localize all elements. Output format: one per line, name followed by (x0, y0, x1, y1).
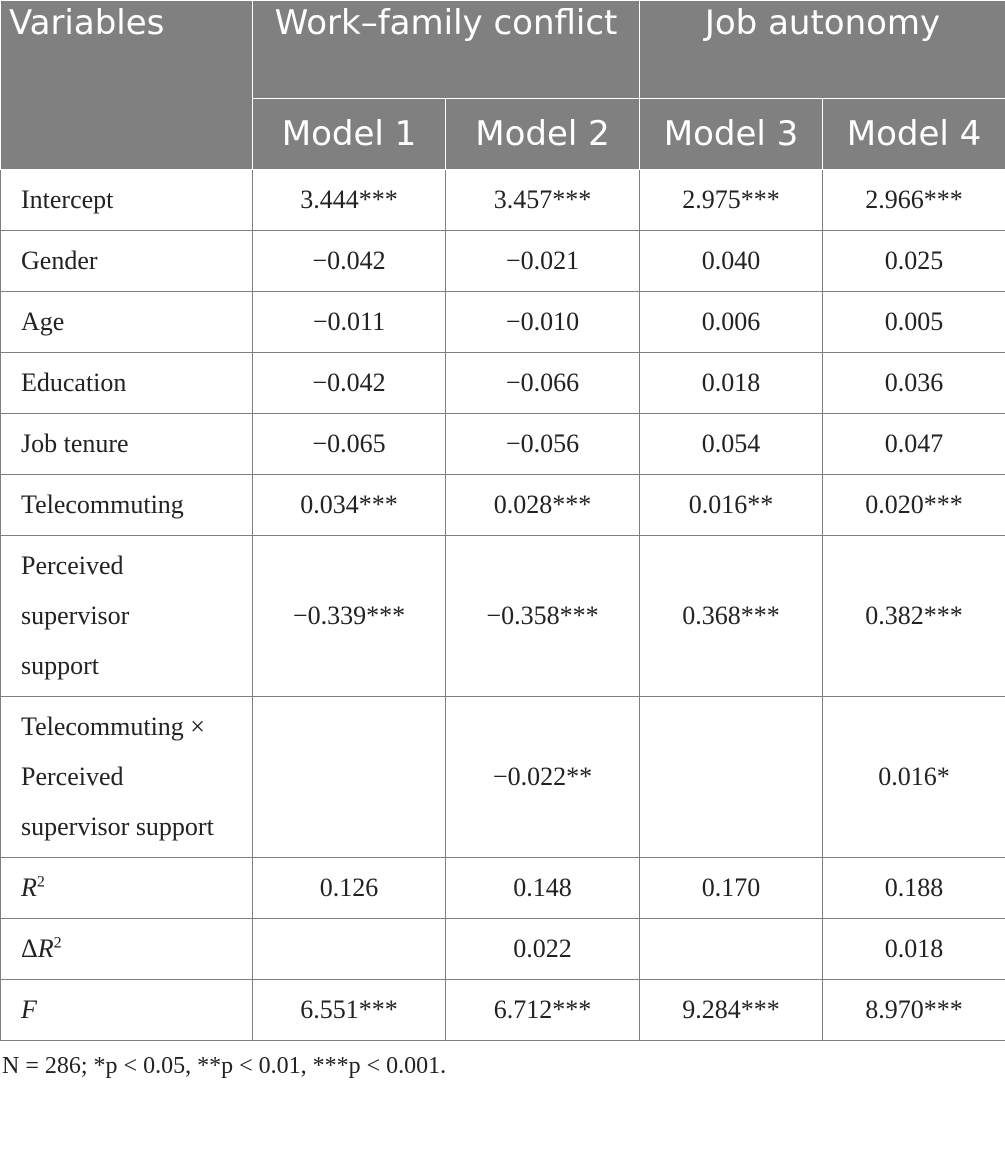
cell-model-4: 8.970*** (823, 980, 1005, 1041)
cell-model-3: 0.054 (640, 414, 823, 475)
table-row-telecommuting (1, 475, 1005, 536)
cell-model-3 (640, 919, 823, 980)
row-label (1, 919, 253, 980)
cell-model-1 (253, 919, 446, 980)
cell-model-3: 0.006 (640, 292, 823, 353)
cell-model-4: 0.018 (823, 919, 1005, 980)
cell-model-4: 2.966*** (823, 170, 1005, 231)
cell-model-2: −0.358*** (446, 536, 640, 697)
cell-model-3: 2.975*** (640, 170, 823, 231)
row-label-text: Telecommuting × Perceived supervisor support (21, 712, 214, 841)
row-label (1, 697, 253, 858)
cell-model-3: 0.040 (640, 231, 823, 292)
header-job-autonomy: Job autonomy (640, 1, 1005, 99)
header-model-1: Model 1 (253, 98, 446, 169)
header-work-family-conflict: Work–family conflict (253, 1, 640, 99)
cell-model-1: 3.444*** (253, 170, 446, 231)
cell-model-4: 0.005 (823, 292, 1005, 353)
cell-model-2: −0.022** (446, 697, 640, 858)
table-row-gender (1, 231, 1005, 292)
cell-model-4: 0.382*** (823, 536, 1005, 697)
table-footnote: N = 286; *p < 0.05, **p < 0.01, ***p < 0.001. (2, 1053, 447, 1079)
table-row-intercept (1, 170, 1005, 231)
cell-model-1 (253, 697, 446, 858)
f-symbol: F (21, 995, 37, 1024)
cell-model-1: −0.339*** (253, 536, 446, 697)
cell-model-4: 0.188 (823, 858, 1005, 919)
row-label-text: Perceived supervisor support (21, 551, 130, 680)
cell-model-2: 0.148 (446, 858, 640, 919)
cell-model-4: 0.020*** (823, 475, 1005, 536)
cell-model-1: 0.126 (253, 858, 446, 919)
row-label: Job tenure (1, 414, 253, 475)
cell-model-3 (640, 697, 823, 858)
superscript: 2 (53, 934, 62, 952)
header-variables: Variables (1, 1, 253, 170)
cell-model-1: −0.042 (253, 231, 446, 292)
header-model-4: Model 4 (823, 98, 1005, 169)
table-row-r-squared (1, 858, 1005, 919)
cell-model-3: 0.170 (640, 858, 823, 919)
cell-model-2: 0.022 (446, 919, 640, 980)
superscript: 2 (36, 873, 45, 891)
table-row-interaction (1, 697, 1005, 858)
r-symbol: R (21, 873, 37, 902)
table-row-perceived-supervisor-support (1, 536, 1005, 697)
row-label: Age (1, 292, 253, 353)
row-label: Telecommuting (1, 475, 253, 536)
cell-model-2: 6.712*** (446, 980, 640, 1041)
cell-model-2: 0.028*** (446, 475, 640, 536)
cell-model-3: 9.284*** (640, 980, 823, 1041)
row-label (1, 536, 253, 697)
header-model-2: Model 2 (446, 98, 640, 169)
cell-model-4: 0.025 (823, 231, 1005, 292)
row-label (1, 858, 253, 919)
row-label: Education (1, 353, 253, 414)
cell-model-4: 0.047 (823, 414, 1005, 475)
table-row-f (1, 980, 1005, 1041)
cell-model-1: 0.034*** (253, 475, 446, 536)
cell-model-3: 0.018 (640, 353, 823, 414)
cell-model-1: −0.042 (253, 353, 446, 414)
cell-model-4: 0.016* (823, 697, 1005, 858)
row-label: Intercept (1, 170, 253, 231)
cell-model-2: −0.056 (446, 414, 640, 475)
cell-model-4: 0.036 (823, 353, 1005, 414)
cell-model-2: −0.010 (446, 292, 640, 353)
table-row-delta-r-squared (1, 919, 1005, 980)
cell-model-3: 0.368*** (640, 536, 823, 697)
cell-model-2: 3.457*** (446, 170, 640, 231)
table-body (1, 170, 1005, 1041)
row-label: Gender (1, 231, 253, 292)
header-row-groups (1, 1, 1005, 99)
delta-symbol: Δ (21, 934, 38, 963)
r-symbol: R (37, 934, 54, 963)
table-row-job-tenure (1, 414, 1005, 475)
cell-model-2: −0.021 (446, 231, 640, 292)
header-model-3: Model 3 (640, 98, 823, 169)
table-row-age (1, 292, 1005, 353)
cell-model-1: 6.551*** (253, 980, 446, 1041)
cell-model-1: −0.065 (253, 414, 446, 475)
cell-model-1: −0.011 (253, 292, 446, 353)
cell-model-2: −0.066 (446, 353, 640, 414)
table-row-education (1, 353, 1005, 414)
table-header (1, 1, 1005, 170)
cell-model-3: 0.016** (640, 475, 823, 536)
row-label (1, 980, 253, 1041)
